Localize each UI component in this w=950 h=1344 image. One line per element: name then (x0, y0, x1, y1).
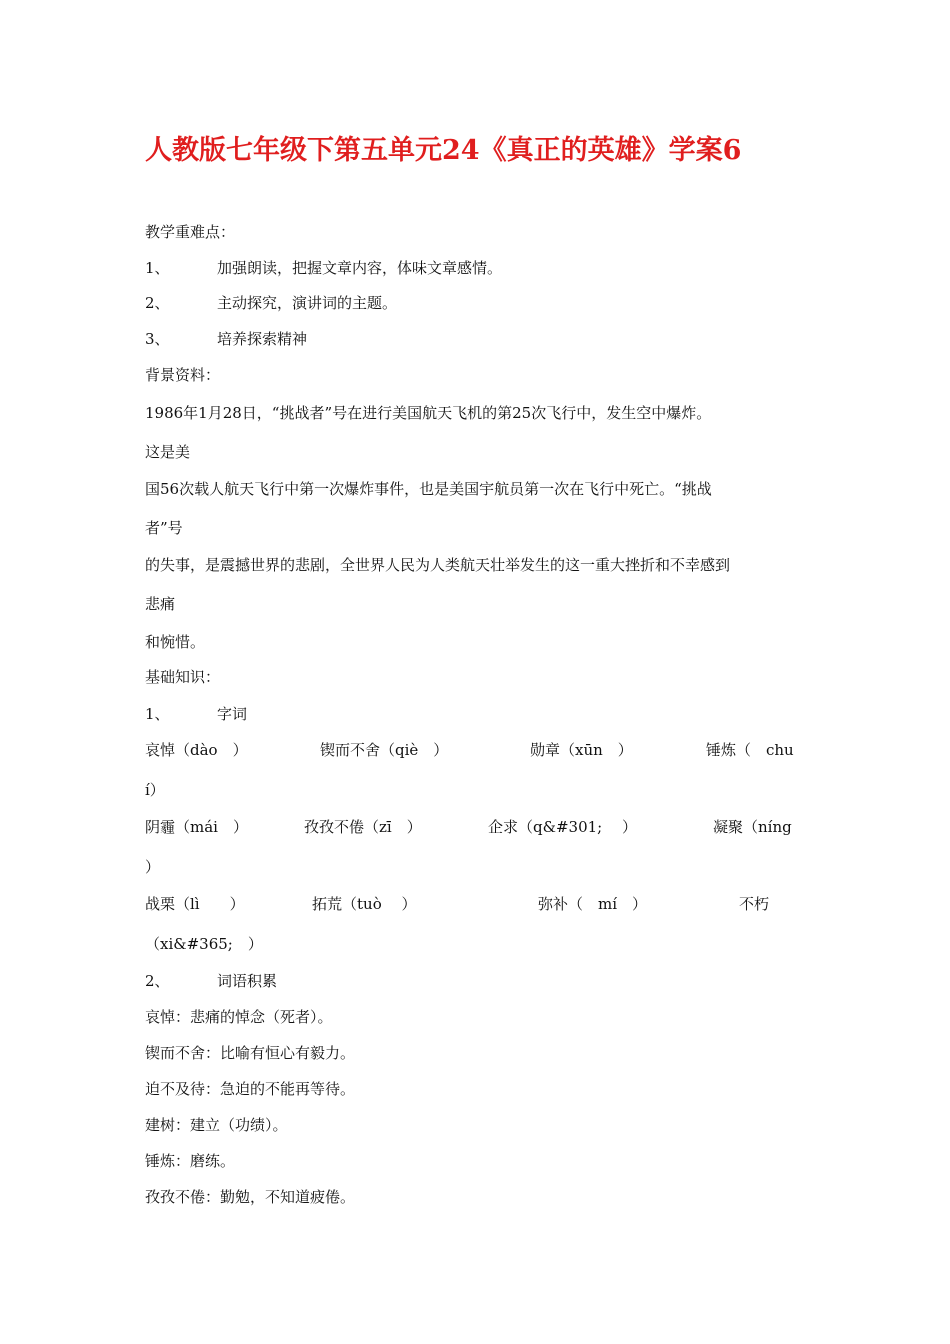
basics-item (145, 704, 247, 724)
item-text: 培养探索精神 (217, 330, 308, 348)
background-line: 悲痛 (145, 595, 176, 613)
word-entry: 拓荒（tuò ） (312, 895, 417, 913)
background-line: 这是美 (145, 443, 191, 461)
word-entry-wrap: ） (145, 858, 161, 876)
word-entry: 哀悼（dào ） (145, 741, 248, 759)
vocab-line: 建树：建立（功绩）。 (145, 1116, 288, 1134)
key-point-item (145, 293, 397, 313)
background-line: 国56次载人航天飞行中第一次爆炸事件，也是美国宇航员第一次在飞行中死亡。“挑战 (145, 480, 712, 498)
background-line: 和惋惜。 (145, 633, 206, 651)
key-point-item (145, 258, 502, 278)
vocab-line: 锤炼：磨练。 (145, 1152, 236, 1170)
word-entry-wrap: （xi&#365; ） (145, 935, 263, 953)
background-line: 的失事，是震撼世界的悲剧，全世界人民为人类航天壮举发生的这一重大挫折和不幸感到 (145, 556, 731, 574)
item-text: 加强朗读，把握文章内容，体味文章感情。 (217, 259, 503, 277)
item-number: 2、 (145, 294, 170, 312)
background-line: 1986年1月28日，“挑战者”号在进行美国航天飞机的第25次飞行中，发生空中爆炸。 (145, 404, 712, 422)
vocab-line: 孜孜不倦：勤勉，不知道疲倦。 (145, 1188, 356, 1206)
vocab-line: 锲而不舍：比喻有恒心有毅力。 (145, 1044, 356, 1062)
background-heading: 背景资料： (145, 366, 221, 384)
word-entry: 不朽 (739, 895, 770, 913)
basics-item (145, 971, 277, 991)
item-number: 2、 (145, 972, 170, 990)
vocab-line: 哀悼：悲痛的悼念（死者）。 (145, 1008, 333, 1026)
word-entry: 凝聚（níng (713, 818, 792, 836)
word-entry: 战栗（lì ） (145, 895, 245, 913)
word-entry: 企求（q&#301; ） (488, 818, 637, 836)
item-text: 字词 (217, 705, 248, 723)
item-number: 1、 (145, 705, 170, 723)
vocab-line: 迫不及待：急迫的不能再等待。 (145, 1080, 356, 1098)
item-number: 1、 (145, 259, 170, 277)
item-text: 词语积累 (217, 972, 278, 990)
key-point-item (145, 329, 307, 349)
basics-heading: 基础知识： (145, 668, 221, 686)
item-text: 主动探究，演讲词的主题。 (217, 294, 398, 312)
document-title: 人教版七年级下第五单元24《真正的英雄》学案6 (145, 135, 742, 166)
background-line: 者”号 (145, 519, 183, 537)
word-entry: 锲而不舍（qiè ） (320, 741, 449, 759)
word-entry: 锤炼（ chu (706, 741, 794, 759)
word-entry-wrap: í） (145, 781, 165, 799)
word-entry: 勋章（xūn ） (530, 741, 633, 759)
word-entry: 阴霾（mái ） (145, 818, 248, 836)
key-points-heading: 教学重难点： (145, 223, 236, 241)
word-entry: 弥补（ mí ） (538, 895, 648, 913)
item-number: 3、 (145, 330, 170, 348)
word-entry: 孜孜不倦（zī ） (304, 818, 422, 836)
